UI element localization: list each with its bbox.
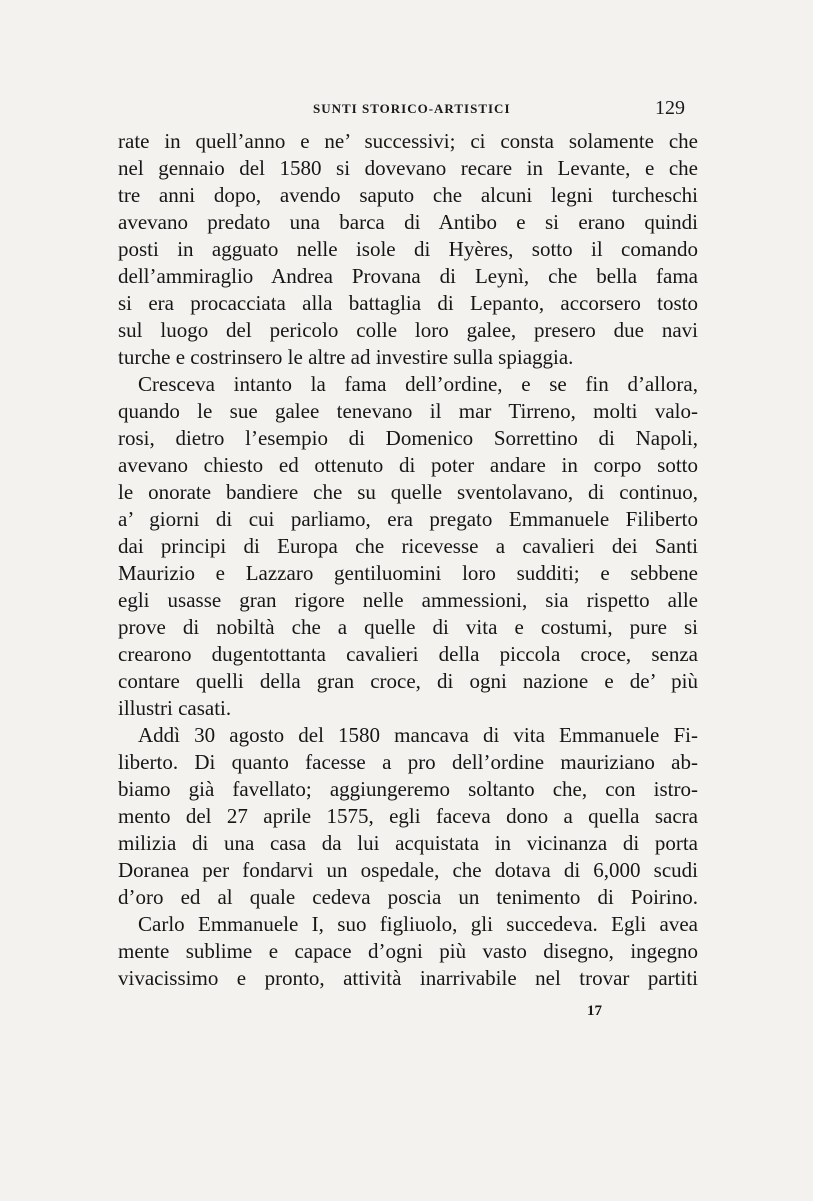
text-line: Addì 30 agosto del 1580 mancava di vita Emmanuele Fi-	[138, 723, 698, 747]
text-line: rosi, dietro l’esempio di Domenico Sorrettino di Napoli,	[118, 426, 698, 450]
text-line: a’ giorni di cui parliamo, era pregato Emmanuele Filiberto	[118, 507, 698, 531]
text-line: illustri casati.	[118, 696, 232, 720]
text-line: tre anni dopo, avendo saputo che alcuni legni turcheschi	[118, 183, 698, 207]
running-head	[0, 97, 813, 123]
text-line: biamo già favellato; aggiungeremo soltanto che, con istro-	[118, 777, 698, 801]
text-line: mente sublime e capace d’ogni più vasto disegno, ingegno	[118, 939, 698, 963]
text-line: Carlo Emmanuele I, suo figliuolo, gli succedeva. Egli avea	[138, 912, 698, 936]
text-line: d’oro ed al quale cedeva poscia un tenimento di Poirino.	[118, 885, 698, 909]
body-text	[118, 128, 698, 992]
text-line: Cresceva intanto la fama dell’ordine, e se fin d’allora,	[138, 372, 698, 396]
text-line: nel gennaio del 1580 si dovevano recare in Levante, e che	[118, 156, 698, 180]
text-line: quando le sue galee tenevano il mar Tirreno, molti valo-	[118, 399, 698, 423]
signature-mark: 17	[587, 1003, 602, 1019]
running-title: SUNTI STORICO-ARTISTICI	[313, 101, 511, 116]
text-line: avevano chiesto ed ottenuto di poter andare in corpo sotto	[118, 453, 698, 477]
text-line: avevano predato una barca di Antibo e si erano quindi	[118, 210, 698, 234]
text-line: mento del 27 aprile 1575, egli faceva dono a quella sacra	[118, 804, 698, 828]
text-line: contare quelli della gran croce, di ogni nazione e de’ più	[118, 669, 698, 693]
text-line: rate in quell’anno e ne’ successivi; ci consta solamente che	[118, 129, 698, 153]
text-line: dai principi di Europa che ricevesse a cavalieri dei Santi	[118, 534, 698, 558]
text-line: Doranea per fondarvi un ospedale, che dotava di 6,000 scudi	[118, 858, 698, 882]
page-number: 129	[655, 97, 685, 119]
text-line: prove di nobiltà che a quelle di vita e costumi, pure si	[118, 615, 698, 639]
text-line: crearono dugentottanta cavalieri della piccola croce, senza	[118, 642, 698, 666]
text-line: sul luogo del pericolo colle loro galee, presero due navi	[118, 318, 698, 342]
text-line: si era procacciata alla battaglia di Lepanto, accorsero tosto	[118, 291, 698, 315]
text-line: vivacissimo e pronto, attività inarrivabile nel trovar partiti	[118, 966, 698, 990]
text-line: posti in agguato nelle isole di Hyères, sotto il comando	[118, 237, 698, 261]
text-line: turche e costrinsero le altre ad investire sulla spiaggia.	[118, 345, 574, 369]
text-line: liberto. Di quanto facesse a pro dell’ordine mauriziano ab-	[118, 750, 698, 774]
text-line: Maurizio e Lazzaro gentiluomini loro sudditi; e sebbene	[118, 561, 698, 585]
text-line: le onorate bandiere che su quelle sventolavano, di continuo,	[118, 480, 698, 504]
text-line: dell’ammiraglio Andrea Provana di Leynì, che bella fama	[118, 264, 698, 288]
text-line: egli usasse gran rigore nelle ammessioni, sia rispetto alle	[118, 588, 698, 612]
text-line: milizia di una casa da lui acquistata in vicinanza di porta	[118, 831, 698, 855]
